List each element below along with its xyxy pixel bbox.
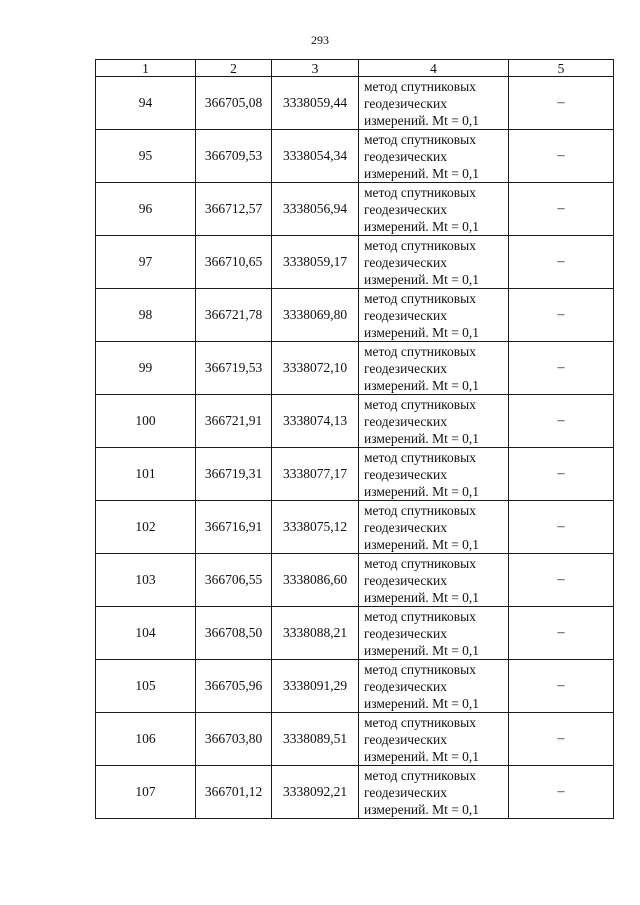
y-coordinate-cell: 3338088,21 [272, 607, 359, 660]
method-text-line: геодезических [364, 307, 447, 323]
method-text-line: измерений. Mt = 0,1 [364, 324, 480, 340]
x-coordinate-cell: 366709,53 [196, 130, 272, 183]
method-text-line: метод спутниковых [364, 343, 476, 359]
method-cell [359, 130, 509, 183]
method-text-line: измерений. Mt = 0,1 [364, 165, 480, 181]
method-text-line: геодезических [364, 572, 447, 588]
column-header: 5 [509, 60, 614, 77]
y-coordinate-cell: 3338059,44 [272, 77, 359, 130]
method-text-line: геодезических [364, 625, 447, 641]
note-cell: – [509, 448, 614, 501]
method-cell [359, 501, 509, 554]
table-row [96, 713, 614, 766]
method-cell [359, 448, 509, 501]
table-row [96, 77, 614, 130]
method-text-line: геодезических [364, 784, 447, 800]
y-coordinate-cell: 3338069,80 [272, 289, 359, 342]
point-number-cell: 102 [96, 501, 196, 554]
point-number-cell: 100 [96, 395, 196, 448]
method-text-line: метод спутниковых [364, 290, 476, 306]
note-cell: – [509, 713, 614, 766]
method-text-line: метод спутниковых [364, 131, 476, 147]
method-text-line: метод спутниковых [364, 449, 476, 465]
method-text-line: геодезических [364, 678, 447, 694]
method-text-line: геодезических [364, 731, 447, 747]
y-coordinate-cell: 3338091,29 [272, 660, 359, 713]
method-text-line: измерений. Mt = 0,1 [364, 748, 480, 764]
point-number-cell: 99 [96, 342, 196, 395]
method-cell [359, 554, 509, 607]
note-cell: – [509, 77, 614, 130]
method-text-line: измерений. Mt = 0,1 [364, 271, 480, 287]
note-cell: – [509, 342, 614, 395]
method-text-line: геодезических [364, 254, 447, 270]
x-coordinate-cell: 366703,80 [196, 713, 272, 766]
table-row [96, 395, 614, 448]
note-cell: – [509, 289, 614, 342]
x-coordinate-cell: 366701,12 [196, 766, 272, 819]
note-cell: – [509, 236, 614, 289]
table-row [96, 766, 614, 819]
method-text-line: геодезических [364, 519, 447, 535]
method-text-line: метод спутниковых [364, 767, 476, 783]
point-number-cell: 94 [96, 77, 196, 130]
y-coordinate-cell: 3338092,21 [272, 766, 359, 819]
table-row [96, 501, 614, 554]
method-text-line: измерений. Mt = 0,1 [364, 642, 480, 658]
y-coordinate-cell: 3338089,51 [272, 713, 359, 766]
method-cell [359, 342, 509, 395]
method-cell [359, 607, 509, 660]
y-coordinate-cell: 3338074,13 [272, 395, 359, 448]
table-row [96, 342, 614, 395]
method-cell [359, 713, 509, 766]
y-coordinate-cell: 3338086,60 [272, 554, 359, 607]
table-row [96, 660, 614, 713]
method-text-line: геодезических [364, 201, 447, 217]
method-text-line: метод спутниковых [364, 184, 476, 200]
y-coordinate-cell: 3338056,94 [272, 183, 359, 236]
note-cell: – [509, 766, 614, 819]
x-coordinate-cell: 366716,91 [196, 501, 272, 554]
method-text-line: измерений. Mt = 0,1 [364, 112, 480, 128]
y-coordinate-cell: 3338075,12 [272, 501, 359, 554]
method-text-line: геодезических [364, 360, 447, 376]
note-cell: – [509, 183, 614, 236]
table-header-row [96, 60, 614, 77]
x-coordinate-cell: 366705,96 [196, 660, 272, 713]
y-coordinate-cell: 3338072,10 [272, 342, 359, 395]
note-cell: – [509, 501, 614, 554]
point-number-cell: 101 [96, 448, 196, 501]
method-text-line: измерений. Mt = 0,1 [364, 695, 480, 711]
method-text-line: измерений. Mt = 0,1 [364, 589, 480, 605]
column-header: 2 [196, 60, 272, 77]
method-cell [359, 289, 509, 342]
method-text-line: измерений. Mt = 0,1 [364, 377, 480, 393]
table-row [96, 236, 614, 289]
method-text-line: метод спутниковых [364, 661, 476, 677]
method-cell [359, 766, 509, 819]
table-row [96, 554, 614, 607]
table-row [96, 183, 614, 236]
point-number-cell: 95 [96, 130, 196, 183]
point-number-cell: 96 [96, 183, 196, 236]
y-coordinate-cell: 3338054,34 [272, 130, 359, 183]
y-coordinate-cell: 3338077,17 [272, 448, 359, 501]
method-text-line: измерений. Mt = 0,1 [364, 536, 480, 552]
method-cell [359, 183, 509, 236]
x-coordinate-cell: 366710,65 [196, 236, 272, 289]
point-number-cell: 98 [96, 289, 196, 342]
table-row [96, 607, 614, 660]
note-cell: – [509, 554, 614, 607]
x-coordinate-cell: 366719,53 [196, 342, 272, 395]
x-coordinate-cell: 366721,91 [196, 395, 272, 448]
column-header: 1 [96, 60, 196, 77]
method-text-line: измерений. Mt = 0,1 [364, 483, 480, 499]
method-text-line: измерений. Mt = 0,1 [364, 801, 480, 817]
method-text-line: метод спутниковых [364, 78, 476, 94]
coordinates-table [95, 59, 614, 819]
method-text-line: геодезических [364, 95, 447, 111]
table-body [96, 77, 614, 819]
table-row [96, 130, 614, 183]
method-text-line: метод спутниковых [364, 396, 476, 412]
method-text-line: геодезических [364, 466, 447, 482]
point-number-cell: 105 [96, 660, 196, 713]
method-text-line: измерений. Mt = 0,1 [364, 430, 480, 446]
x-coordinate-cell: 366708,50 [196, 607, 272, 660]
method-text-line: метод спутниковых [364, 714, 476, 730]
point-number-cell: 103 [96, 554, 196, 607]
method-cell [359, 236, 509, 289]
page-number: 293 [311, 33, 329, 47]
method-text-line: метод спутниковых [364, 502, 476, 518]
column-header: 4 [359, 60, 509, 77]
x-coordinate-cell: 366721,78 [196, 289, 272, 342]
point-number-cell: 97 [96, 236, 196, 289]
method-cell [359, 660, 509, 713]
point-number-cell: 106 [96, 713, 196, 766]
method-text-line: метод спутниковых [364, 555, 476, 571]
method-text-line: геодезических [364, 413, 447, 429]
point-number-cell: 107 [96, 766, 196, 819]
note-cell: – [509, 130, 614, 183]
table-row [96, 289, 614, 342]
method-text-line: метод спутниковых [364, 608, 476, 624]
note-cell: – [509, 607, 614, 660]
point-number-cell: 104 [96, 607, 196, 660]
note-cell: – [509, 395, 614, 448]
method-text-line: геодезических [364, 148, 447, 164]
x-coordinate-cell: 366712,57 [196, 183, 272, 236]
column-header: 3 [272, 60, 359, 77]
x-coordinate-cell: 366705,08 [196, 77, 272, 130]
note-cell: – [509, 660, 614, 713]
y-coordinate-cell: 3338059,17 [272, 236, 359, 289]
x-coordinate-cell: 366719,31 [196, 448, 272, 501]
method-text-line: измерений. Mt = 0,1 [364, 218, 480, 234]
method-cell [359, 395, 509, 448]
table-row [96, 448, 614, 501]
method-cell [359, 77, 509, 130]
x-coordinate-cell: 366706,55 [196, 554, 272, 607]
method-text-line: метод спутниковых [364, 237, 476, 253]
